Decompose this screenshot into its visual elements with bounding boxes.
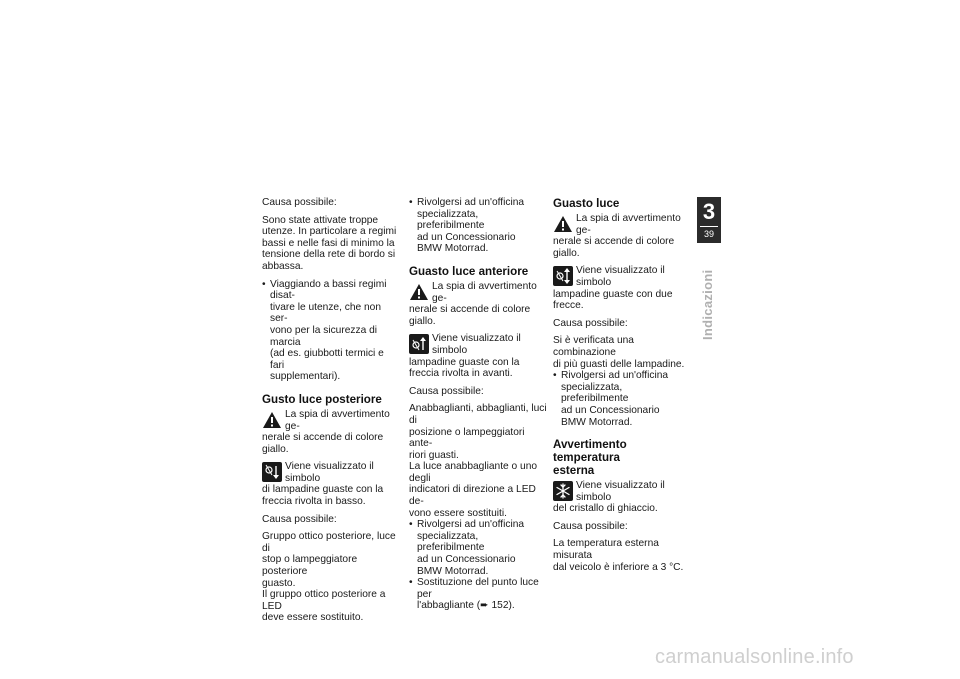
bullet-list (262, 279, 400, 383)
lamp-paragraph: Viene visualizzato il simbolo di lampadine guaste con la freccia rivolta in basso. (262, 461, 384, 508)
paragraph: Anabbaglianti, abbaglianti, luci di posizione o lampeggiatori ante- riori guasti. (409, 403, 547, 461)
cause-label: Causa possibile: (553, 520, 628, 532)
bulb-defect-multiple-icon (553, 266, 573, 286)
list-item: • Rivolgersi ad un'officina specializzata, preferibilmente ad un Concessionario BMW Motorrad. (409, 519, 547, 577)
list-item: • Viaggiando a bassi regimi disat- tivare le utenze, che non ser- vono per la sicurezza di marcia (ad es. giubbotti termici e fari supplementari). (262, 279, 400, 383)
warning-triangle-icon (409, 282, 429, 302)
warning-triangle-icon (553, 214, 573, 234)
page-reference-arrow-icon[interactable]: ➨ (480, 600, 489, 612)
section-heading: Guasto luce anteriore (409, 264, 529, 278)
page-reference[interactable]: 152). (491, 600, 515, 612)
page-number: 39 (703, 229, 714, 239)
tab-divider (700, 226, 718, 227)
section-heading: Guasto luce (553, 197, 620, 210)
paragraph: Si è verificata una combinazione di più guasti delle lampadine. (553, 335, 685, 370)
paragraph: La luce anabbagliante o uno degli indicatori di direzione a LED de- vono essere sostituiti. (409, 461, 538, 519)
paragraph: Il gruppo ottico posteriore a LED deve essere sostituito. (262, 589, 386, 624)
cause-label: Causa possibile: (262, 197, 337, 208)
cause-label: Causa possibile: (409, 385, 484, 397)
chapter-side-label: Indicazioni (700, 269, 715, 340)
paragraph: La temperatura esterna misurata dal veicolo è inferiore a 3 °C. (553, 538, 684, 573)
bullet-list (553, 370, 691, 428)
chapter-tab (697, 197, 721, 243)
section-heading: Avvertimento temperatura esterna (553, 438, 627, 478)
column-3 (553, 197, 691, 579)
ice-paragraph: Viene visualizzato il simbolo del cristallo di ghiaccio. (553, 480, 665, 515)
lamp-paragraph: Viene visualizzato il simbolo lampadine guaste con la freccia rivolta in avanti. (409, 333, 521, 380)
list-item: • Rivolgersi ad un'officina specializzata, preferibilmente ad un Concessionario BMW Motorrad. (553, 370, 691, 428)
list-item: • Sostituzione del punto luce per l'abbagliante (➨ 152). (409, 577, 547, 612)
bullet-list (409, 519, 547, 612)
bulb-defect-rear-icon (262, 462, 282, 482)
warning-triangle-icon (262, 410, 282, 430)
bullet-list (409, 197, 547, 255)
watermark: carmanualsonline.info (655, 646, 854, 668)
warning-paragraph: La spia di avvertimento ge- nerale si accende di colore giallo. (553, 213, 681, 259)
warning-paragraph: La spia di avvertimento ge- nerale si accende di colore giallo. (262, 408, 390, 455)
list-item: • Rivolgersi ad un'officina specializzata, preferibilmente ad un Concessionario BMW Motorrad. (409, 197, 547, 255)
ice-crystal-icon (553, 481, 573, 501)
column-1 (262, 197, 400, 630)
section-heading: Gusto luce posteriore (262, 392, 382, 406)
paragraph: Sono state attivate troppe utenze. In particolare a regimi bassi e nelle fasi di minimo la tensione della rete di bordo si abbassa. (262, 214, 397, 272)
warning-paragraph: La spia di avvertimento ge- nerale si accende di colore giallo. (409, 280, 537, 327)
column-2 (409, 197, 547, 618)
bulb-defect-front-icon (409, 334, 429, 354)
chapter-number: 3 (702, 199, 716, 224)
paragraph: Gruppo ottico posteriore, luce di stop o lampeggiatore posteriore guasto. (262, 531, 396, 589)
lamp-paragraph: Viene visualizzato il simbolo lampadine guaste con due frecce. (553, 265, 673, 312)
cause-label: Causa possibile: (553, 317, 628, 329)
cause-label: Causa possibile: (262, 513, 337, 525)
